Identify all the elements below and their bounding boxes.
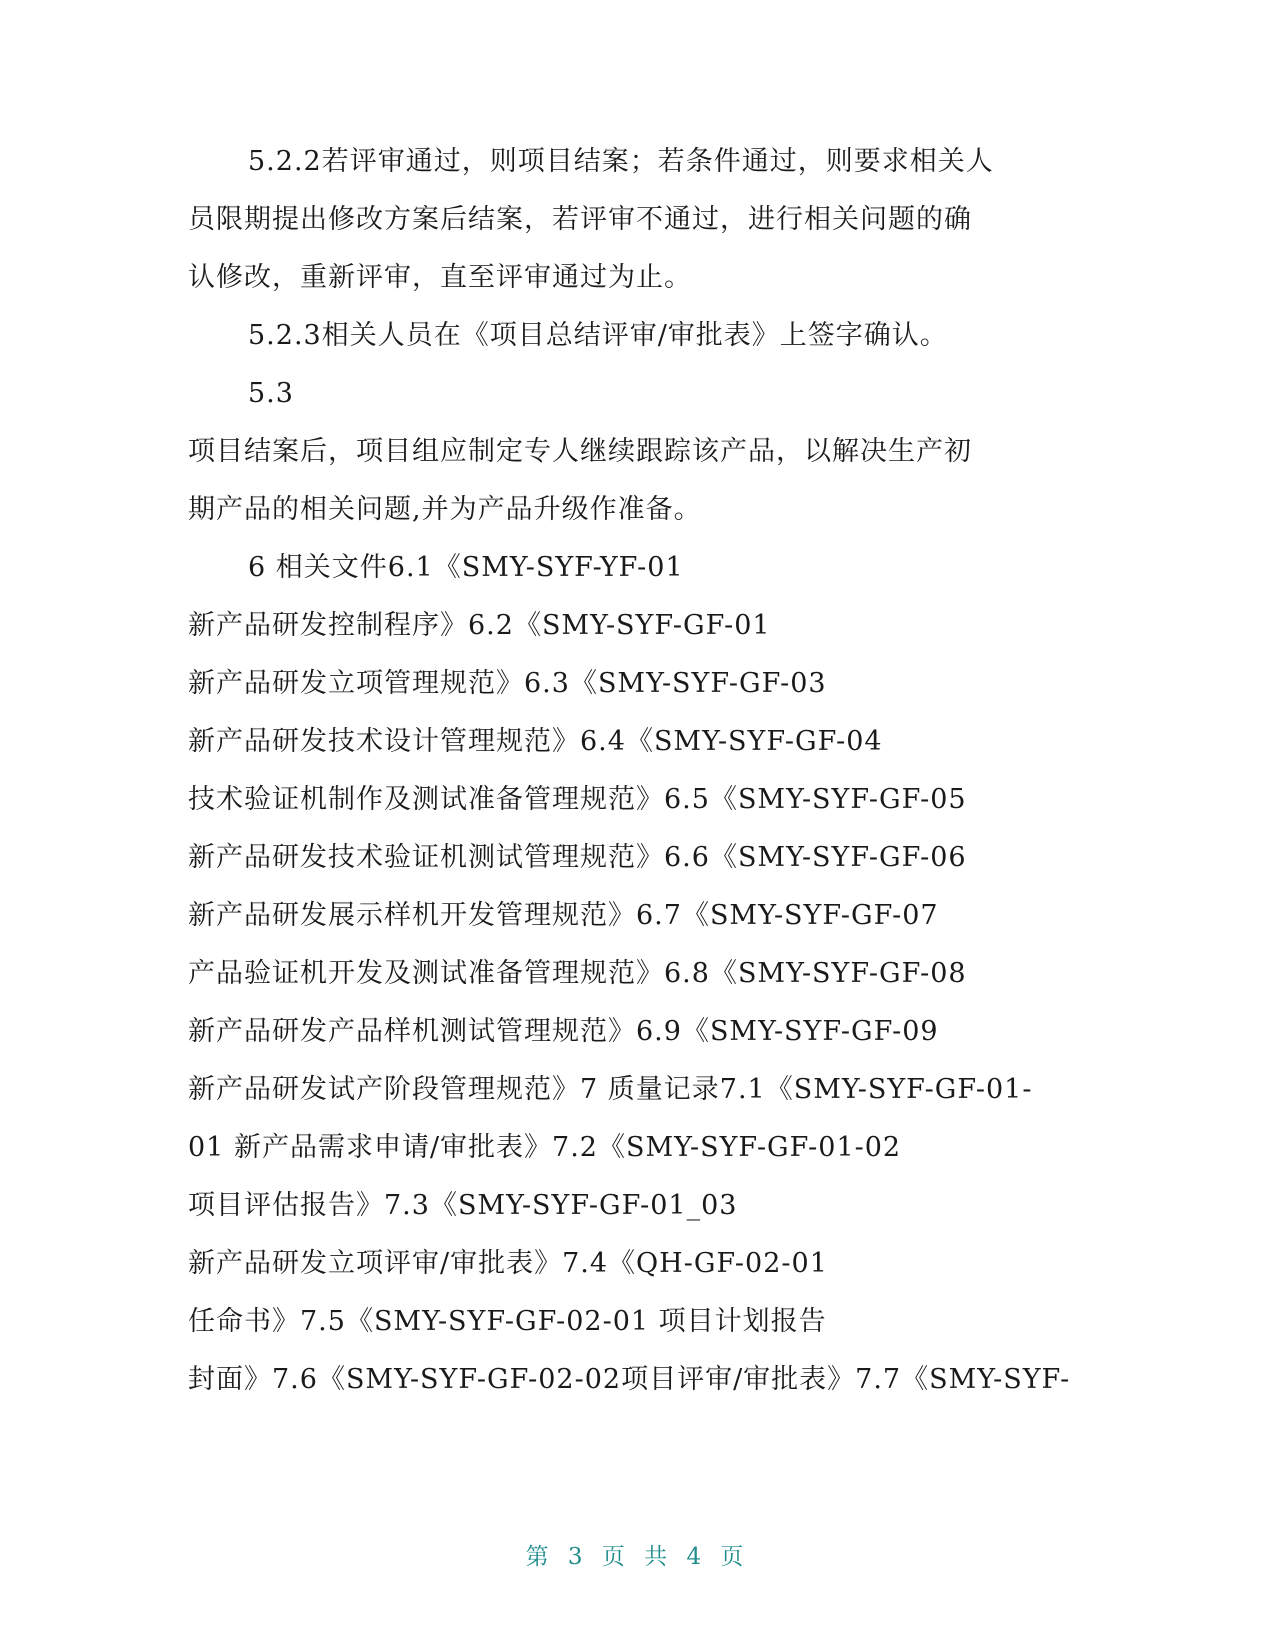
text-line-13: 新产品研发技术验证机测试管理规范》6.6《SMY-SYF-GF-06 xyxy=(188,842,967,873)
text-line-7: 期产品的相关问题,并为产品升级作准备。 xyxy=(188,494,702,525)
text-line-3: 认修改，重新评审，直至评审通过为止。 xyxy=(188,262,692,293)
text-line-16: 新产品研发产品样机测试管理规范》6.9《SMY-SYF-GF-09 xyxy=(188,1016,939,1047)
text-line-6: 项目结案后，项目组应制定专人继续跟踪该产品，以解决生产初 xyxy=(188,436,972,467)
text-line-14: 新产品研发展示样机开发管理规范》6.7《SMY-SYF-GF-07 xyxy=(188,900,939,931)
text-line-17: 新产品研发试产阶段管理规范》7 质量记录7.1《SMY-SYF-GF-01- xyxy=(188,1074,1033,1105)
text-line-5: 5.3 xyxy=(248,378,294,409)
text-line-9: 新产品研发控制程序》6.2《SMY-SYF-GF-01 xyxy=(188,610,771,641)
text-line-1: 5.2.2若评审通过，则项目结案；若条件通过，则要求相关人 xyxy=(248,146,994,177)
text-line-4: 5.2.3相关人员在《项目总结评审/审批表》上签字确认。 xyxy=(248,320,948,351)
text-line-11: 新产品研发技术设计管理规范》6.4《SMY-SYF-GF-04 xyxy=(188,726,883,757)
text-line-21: 任命书》7.5《SMY-SYF-GF-02-01 项目计划报告 xyxy=(188,1306,827,1337)
page-footer: 第 3 页 共 4 页 xyxy=(525,1544,750,1570)
text-line-18: 01 新产品需求申请/审批表》7.2《SMY-SYF-GF-01-02 xyxy=(188,1132,902,1163)
text-line-2: 员限期提出修改方案后结案，若评审不通过，进行相关问题的确 xyxy=(188,204,972,235)
text-line-19: 项目评估报告》7.3《SMY-SYF-GF-01_03 xyxy=(188,1190,738,1221)
text-line-8: 6 相关文件6.1《SMY-SYF-YF-01 xyxy=(248,552,684,583)
text-line-15: 产品验证机开发及测试准备管理规范》6.8《SMY-SYF-GF-08 xyxy=(188,958,967,989)
text-line-22: 封面》7.6《SMY-SYF-GF-02-02项目评审/审批表》7.7《SMY-SYF- xyxy=(188,1364,1071,1395)
text-line-12: 技术验证机制作及测试准备管理规范》6.5《SMY-SYF-GF-05 xyxy=(188,784,967,815)
text-line-20: 新产品研发立项评审/审批表》7.4《QH-GF-02-01 xyxy=(188,1248,828,1279)
text-line-10: 新产品研发立项管理规范》6.3《SMY-SYF-GF-03 xyxy=(188,668,827,699)
